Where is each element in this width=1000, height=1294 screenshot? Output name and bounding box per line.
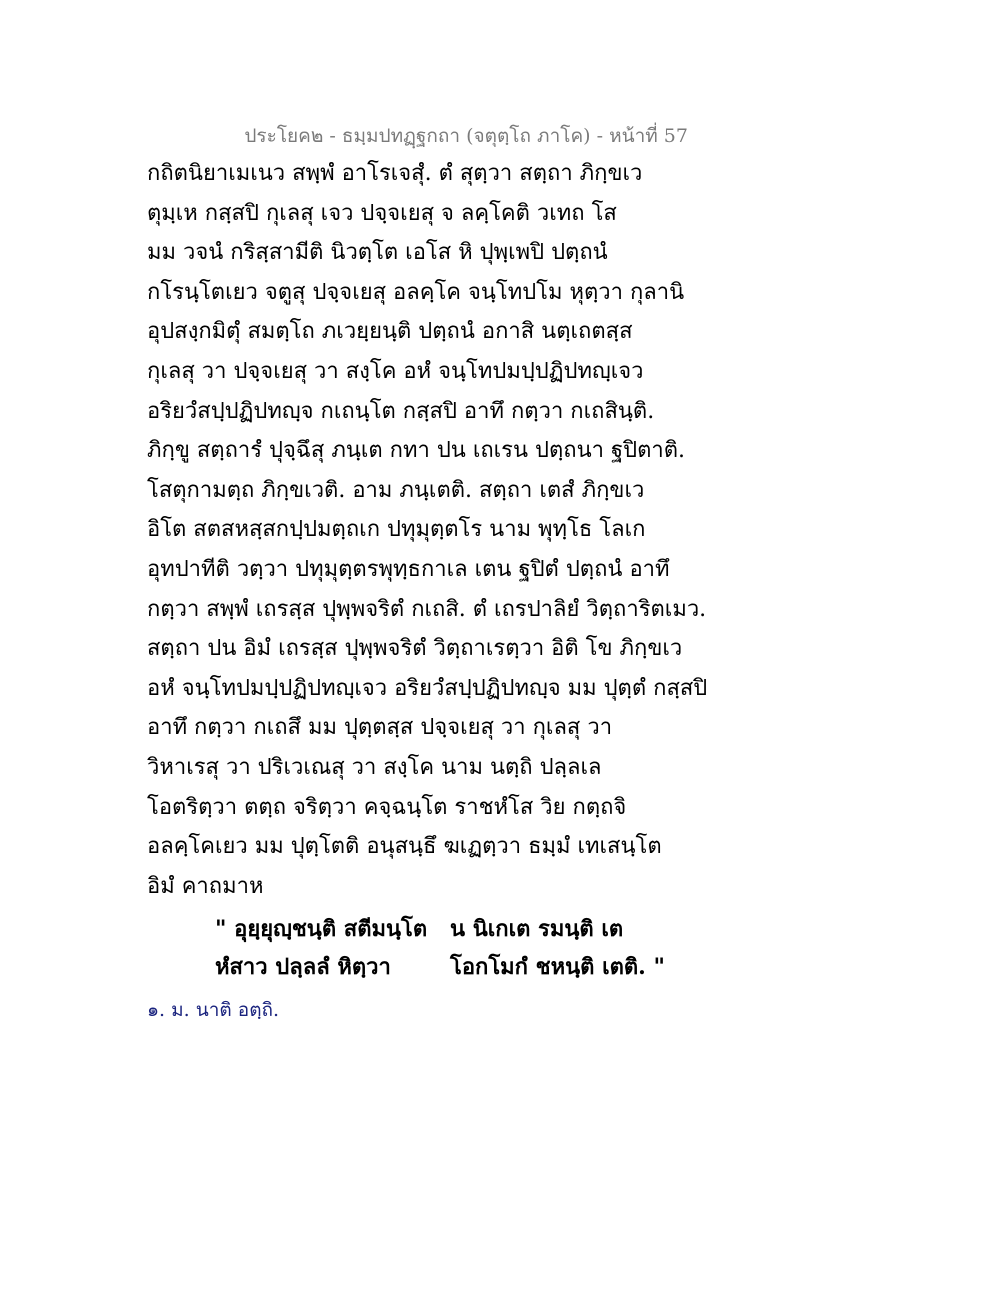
verse-hemistich: หํสาว ปลฺลลํ หิตฺวา <box>215 954 391 980</box>
text-line: มม วจนํ กริสฺสามีติ นิวตฺโต เอโส หิ ปุพฺเพปิ ปตฺถนํ <box>147 240 608 266</box>
verse-hemistich: " อุยฺยุญฺชนฺติ สตีมนฺโต <box>215 916 428 942</box>
verse-line <box>215 912 715 950</box>
text-line: อลคฺโคเยว มม ปุตฺโตติ อนุสนฺธึ ฆเฏตฺวา ธมฺมํ เทเสนฺโต <box>147 834 662 860</box>
text-line: อริยวํสปฺปฏิปทญฺจ กเถนฺโต กสฺสปิ อาทึ กตฺวา กเถสินฺติ. <box>147 398 655 424</box>
text-line: ตุมฺเห กสฺสปิ กุเลสุ เจว ปจฺจเยสุ จ ลคฺโคติ วเทถ โส <box>147 200 617 226</box>
text-line: โสตุกามตฺถ ภิกฺขเวติ. อาม ภนฺเตติ. สตฺถา เตสํ ภิกฺขเว <box>147 477 645 503</box>
text-line: กถิตนิยาเมเนว สพฺพํ อาโรเจสุํ. ตํ สุตฺวา สตฺถา ภิกฺขเว <box>147 161 643 186</box>
verse-hemistich: โอกโมกํ ชหนฺติ เตติ. " <box>450 954 665 980</box>
verse-hemistich: น นิเกเต รมนฺติ เต <box>450 916 624 942</box>
body-text <box>147 157 707 909</box>
text-line: ภิกฺขู สตฺถารํ ปุจฺฉึสุ ภนฺเต กทา ปน เถเรน ปตฺถนา ฐปิตาติ. <box>147 438 686 464</box>
text-line: กุเลสุ วา ปจฺจเยสุ วา สงฺโค อหํ จนฺโทปมปฺปฏิปทญฺเจว <box>147 358 644 384</box>
text-line: อหํ จนฺโทปมปฺปฏิปทญฺเจว อริยวํสปฺปฏิปทญฺจ มม ปุตฺตํ กสฺสปิ <box>147 675 708 701</box>
text-line: อิโต สตสหสฺสกปฺปมตฺถเก ปทุมุตฺตโร นาม พุทฺโธ โลเก <box>147 517 646 543</box>
footnote: ๑. ม. นาติ อตฺถิ. <box>147 999 280 1021</box>
text-line: กตฺวา สพฺพํ เถรสฺส ปุพฺพจริตํ กเถสิ. ตํ เถรปาลิยํ วิตฺถาริตเมว. <box>147 596 707 622</box>
verse-block <box>215 912 715 988</box>
text-line: โอตริตฺวา ตตฺถ จริตฺวา คจฺฉนฺโต ราชหํโส วิย กตฺถจิ <box>147 794 627 820</box>
text-line: วิหาเรสุ วา ปริเวเณสุ วา สงฺโค นาม นตฺถิ ปลฺลเล <box>147 754 602 780</box>
text-line: อิมํ คาถมาห <box>147 873 264 899</box>
text-line: อุปสงฺกมิตุํ สมตฺโถ ภเวยฺยนฺติ ปตฺถนํ อกาสิ นตฺเถตสฺส <box>147 319 633 345</box>
text-line: อาทึ กตฺวา กเถสึ มม ปุตฺตสฺส ปจฺจเยสุ วา กุเลสุ วา <box>147 715 613 741</box>
page-header: ประโยค๒ - ธมฺมปทฏฺฐกถา (จตุตฺโถ ภาโค) - หน้าที่ 57 <box>244 125 688 147</box>
text-line: อุทปาทีติ วตฺวา ปทุมุตฺตรพุทฺธกาเล เตน ฐปิตํ ปตฺถนํ อาทึ <box>147 556 670 582</box>
text-line: สตฺถา ปน อิมํ เถรสฺส ปุพฺพจริตํ วิตฺถาเรตฺวา อิติ โข ภิกฺขเว <box>147 636 683 662</box>
text-line: กโรนฺโตเยว จตูสุ ปจฺจเยสุ อลคฺโค จนฺโทปโม หุตฺวา กุลานิ <box>147 279 685 305</box>
verse-line <box>215 950 715 988</box>
